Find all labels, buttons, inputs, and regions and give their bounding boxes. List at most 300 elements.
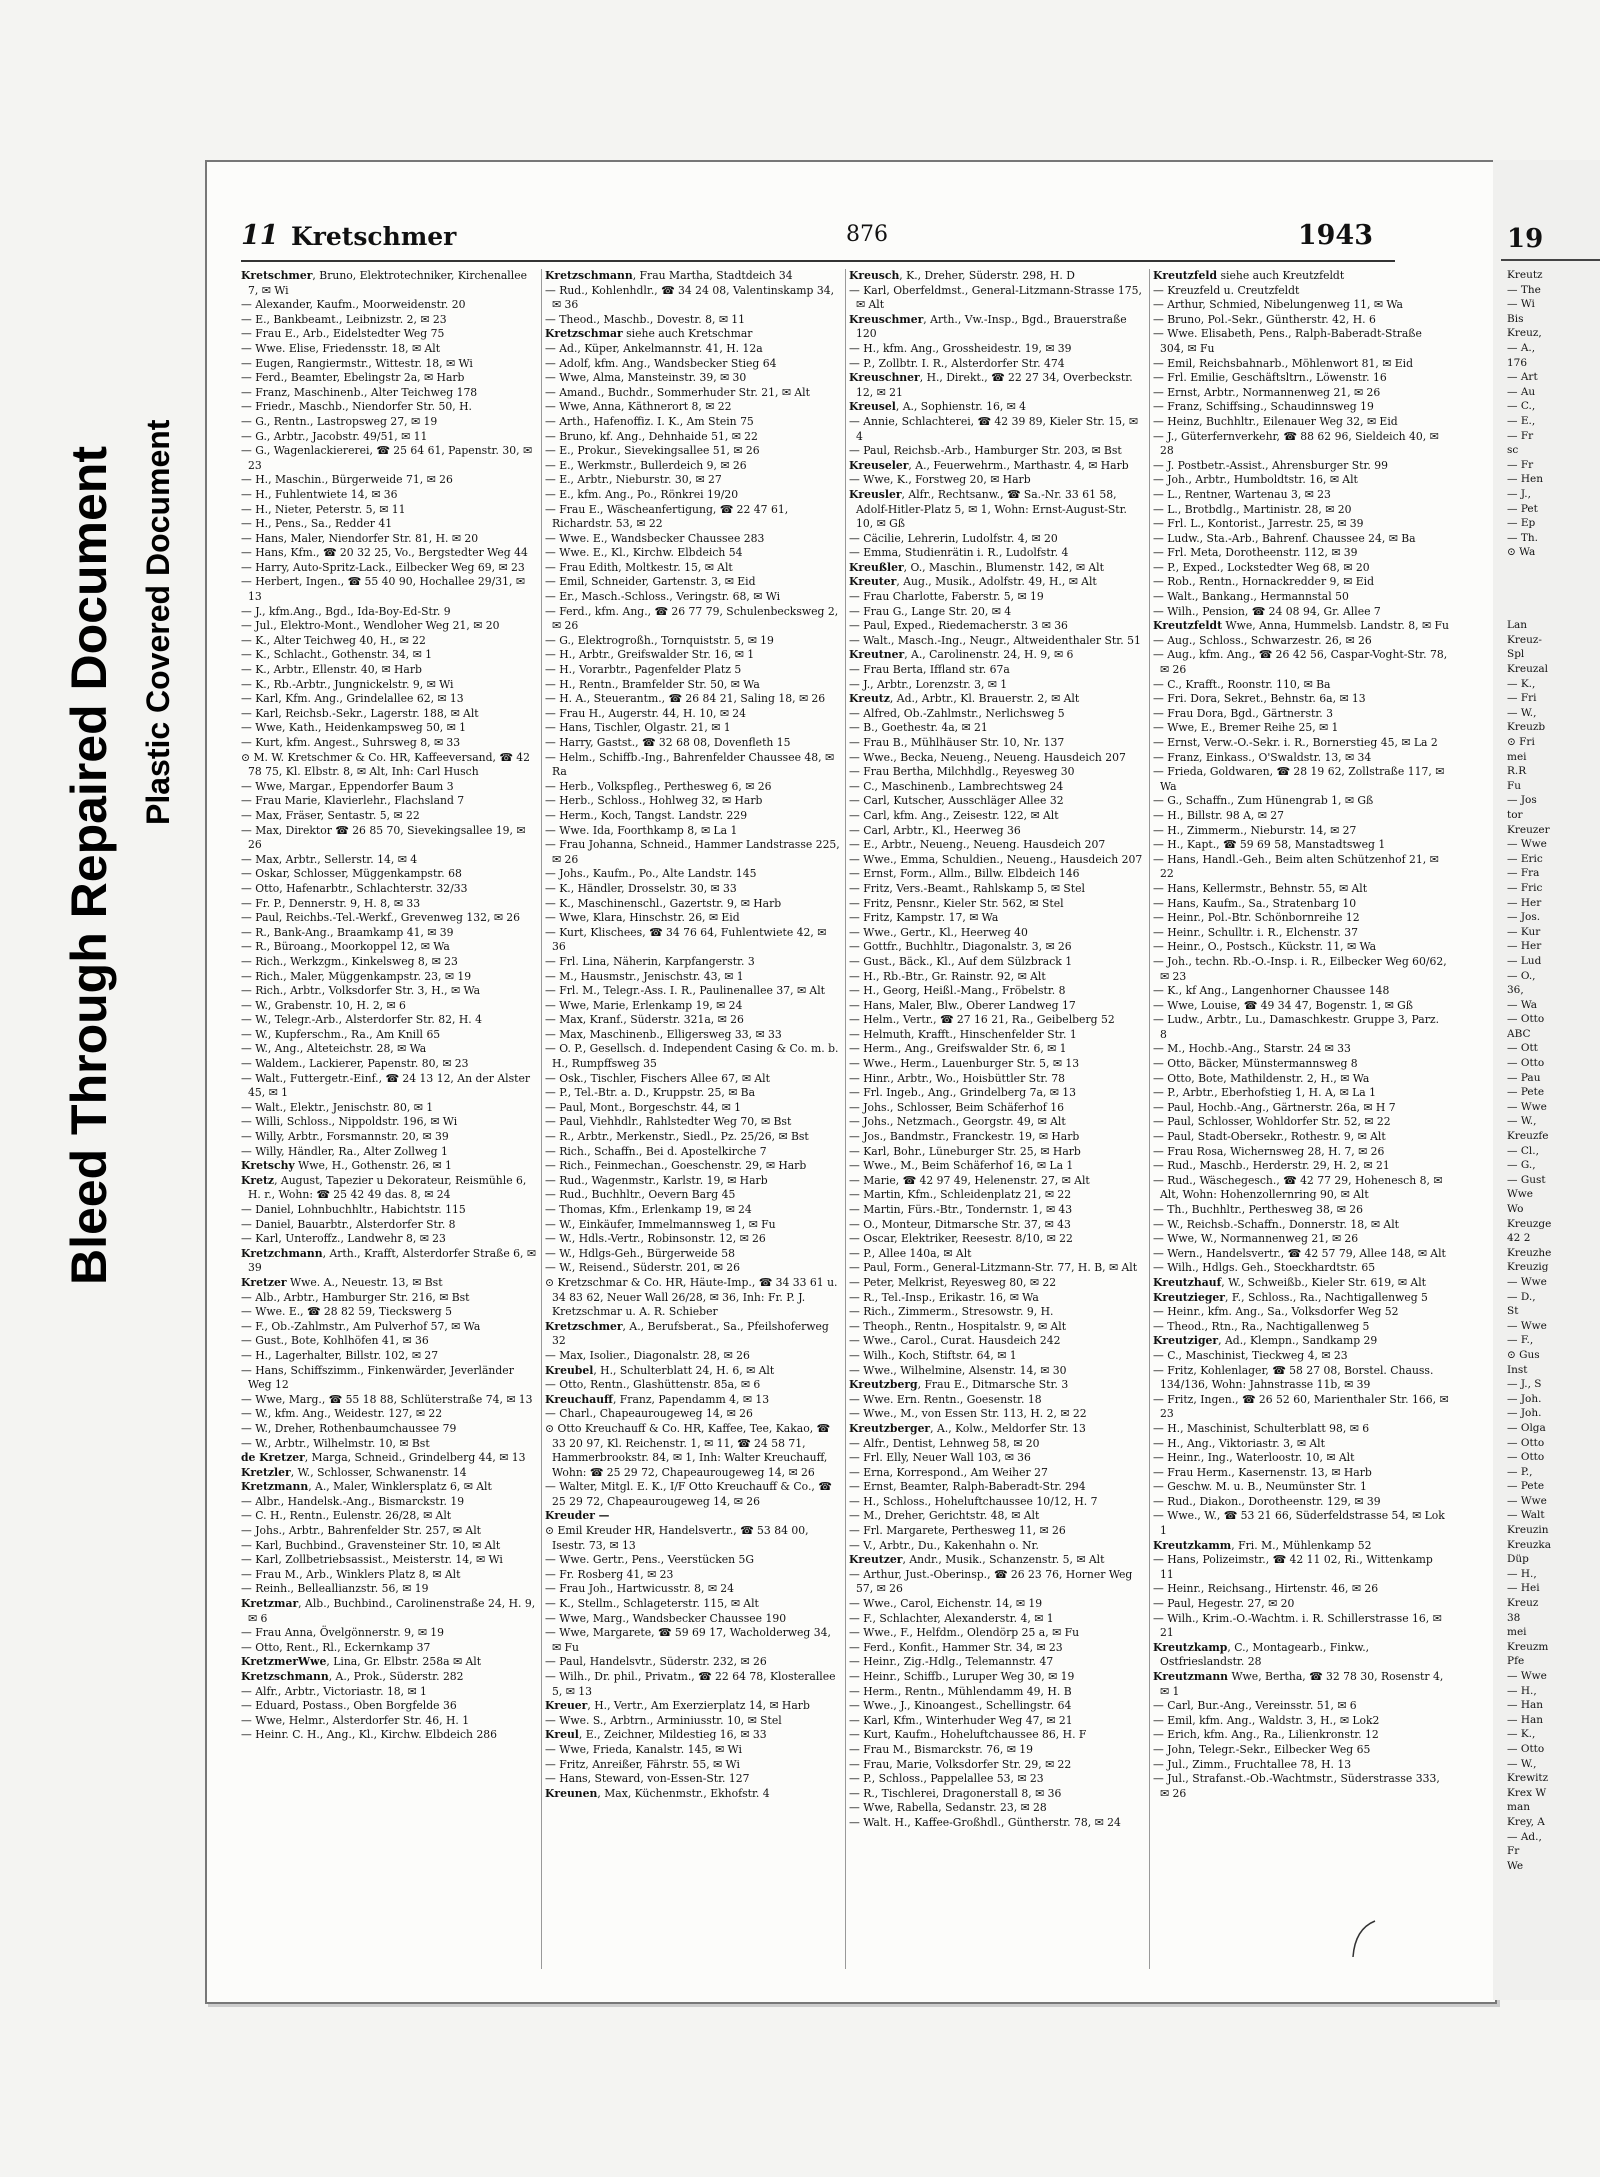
page-keyword: Kretschmer — [291, 222, 457, 251]
directory-entry: — Wwe. Ida, Foorthkamp 8, ✉ La 1 — [545, 823, 738, 837]
directory-entry: — H., Ang., Viktoriastr. 3, ✉ Alt — [1153, 1436, 1325, 1450]
directory-entry: — Joh., Arbtr., Humboldtstr. 16, ✉ Alt — [1153, 473, 1358, 487]
adjacent-entry-fragment: — Fric — [1507, 881, 1543, 894]
adjacent-entry-fragment: — K., — [1507, 1728, 1536, 1741]
directory-entry: — Paul, Handelsvtr., Süderstr. 232, ✉ 26 — [545, 1655, 767, 1669]
directory-entry: — Thomas, Kfm., Erlenkamp 19, ✉ 24 — [545, 1203, 752, 1216]
directory-entry: — E., Arbtr., Nieburstr. 30, ✉ 27 — [545, 473, 722, 487]
directory-entry: — W., Hdls.-Vertr., Robinsonstr. 12, ✉ 26 — [545, 1232, 766, 1246]
directory-entry: — Heinr., Reichsang., Hirtenstr. 46, ✉ 26 — [1153, 1582, 1379, 1596]
directory-entry: — Wwe, Klara, Hinschstr. 26, ✉ Eid — [545, 911, 740, 925]
directory-entry: — Franz, Maschinenb., Alter Teichweg 178 — [241, 385, 478, 399]
directory-entry: — Karl, Kfm. Ang., Grindelallee 62, ✉ 13 — [241, 692, 464, 706]
directory-entry: — Fritz, Pensnr., Kieler Str. 562, ✉ Stel — [849, 896, 1064, 910]
directory-entry: — Rud., Diakon., Dorotheenstr. 129, ✉ 39 — [1153, 1494, 1381, 1508]
adjacent-entry-fragment: — Art — [1507, 371, 1538, 384]
directory-entry: — Wwe, Marie, Erlenkamp 19, ✉ 24 — [545, 998, 743, 1012]
directory-entry: Kretzchmann, Arth., Krafft, Alsterdorfer Straße 6, ✉ 39 — [241, 1246, 536, 1275]
adjacent-entry-fragment: — Wwe — [1507, 838, 1547, 851]
directory-entry: — Karl, Zollbetriebsassist., Meisterstr. 14, ✉ Wi — [241, 1553, 503, 1567]
directory-entry: — Johs., Netzmach., Georgstr. 49, ✉ Alt — [849, 1115, 1066, 1129]
directory-entry: — Rich., Zimmerm., Stresowstr. 9, H. — [849, 1305, 1054, 1319]
adjacent-entry-fragment: — J., S — [1507, 1378, 1542, 1391]
directory-entry: — B., Goethestr. 4a, ✉ 21 — [849, 721, 988, 735]
directory-entry: — Heinr., Schiffb., Luruper Weg 30, ✉ 19 — [849, 1670, 1075, 1683]
adjacent-entry-fragment — [1507, 574, 1600, 589]
adjacent-entry-fragment — [1507, 560, 1600, 575]
directory-entry: — Walter, Mitgl. E. K., I/F Otto Kreuchauff & Co., ☎ 25 29 72, Chapeaurougeweg 14, ✉ 26 — [545, 1480, 832, 1508]
directory-entry: — V., Arbtr., Du., Kakenhahn o. Nr. — [849, 1538, 1039, 1552]
adjacent-entry-fragment: — Joh. — [1507, 1407, 1542, 1420]
directory-entry: — G., Wagenlackiererei, ☎ 25 64 61, Papenstr. 30, ✉ 23 — [241, 444, 533, 472]
directory-entry: — Wilh., Koch, Stiftstr. 64, ✉ 1 — [849, 1348, 1017, 1362]
adjacent-entry-fragment: ABC — [1507, 1027, 1531, 1040]
adjacent-entry-fragment: Spl — [1507, 648, 1525, 661]
directory-entry: — R., Arbtr., Merkenstr., Siedl., Pz. 25/26, ✉ Bst — [545, 1130, 809, 1144]
directory-entry: — Wwe., Carol, Eichenstr. 14, ✉ 19 — [849, 1597, 1043, 1611]
adjacent-entry-fragment: We — [1507, 1859, 1524, 1872]
directory-entry: — Paul, Reichsb.-Arb., Hamburger Str. 203, ✉ Bst — [849, 444, 1122, 458]
sidebar-label-plastic-covered: Plastic Covered Document — [140, 419, 176, 825]
directory-entry: — Otto, Rent., Rl., Eckernkamp 37 — [241, 1640, 431, 1654]
adjacent-entry-fragment: R.R — [1507, 765, 1527, 778]
directory-entry: — Wwe, Kath., Heidenkampsweg 50, ✉ 1 — [241, 721, 467, 735]
adjacent-entry-fragment: — Th. — [1507, 531, 1538, 544]
directory-entry: — O., Monteur, Ditmarsche Str. 37, ✉ 43 — [849, 1217, 1071, 1231]
directory-entry: — Frau Bertha, Milchhdlg., Reyesweg 30 — [849, 765, 1075, 779]
directory-entry: — Heinr., O., Postsch., Kückstr. 11, ✉ Wa — [1153, 940, 1377, 954]
directory-entry: — Hinr., Arbtr., Wo., Hoisbüttler Str. 78 — [849, 1071, 1065, 1085]
adjacent-entry-fragment: — K., — [1507, 677, 1536, 690]
directory-entry: — Wilh., Hdlgs. Geh., Stoeckhardtstr. 65 — [1153, 1261, 1376, 1275]
adjacent-entry-fragment: — F., — [1507, 1334, 1534, 1347]
directory-entry: — Paul, Exped., Riedemacherstr. 3 ✉ 36 — [849, 619, 1068, 633]
directory-entry: — Frau M., Bismarckstr. 76, ✉ 19 — [849, 1742, 1033, 1756]
directory-entry: — Arthur, Schmied, Nibelungenweg 11, ✉ Wa — [1153, 298, 1403, 312]
directory-entry: — Paul, Hegestr. 27, ✉ 20 — [1153, 1597, 1295, 1611]
directory-column-1 — [241, 269, 537, 1969]
adjacent-entry-fragment: — Fri — [1507, 692, 1537, 705]
directory-entry: Kreusler, Alfr., Rechtsanw., ☎ Sa.-Nr. 33 61 58, Adolf-Hitler-Platz 5, ✉ 1, Wohn: Ernst-August-Str. 10, ✉ Gß — [849, 487, 1127, 531]
directory-entry: — Wwe. E., ☎ 28 82 59, Tieckswerg 5 — [241, 1305, 453, 1319]
directory-entry: — P., Allee 140a, ✉ Alt — [849, 1246, 972, 1260]
adjacent-entry-fragment: — Pet — [1507, 502, 1538, 515]
adjacent-entry-fragment: — Fr — [1507, 458, 1534, 471]
adjacent-entry-fragment: — G., — [1507, 1159, 1536, 1172]
adjacent-entry-fragment — [1507, 589, 1600, 604]
directory-entry: — G., Schaffn., Zum Hünengrab 1, ✉ Gß — [1153, 794, 1374, 808]
directory-entry: — H., Vorarbtr., Pagenfelder Platz 5 — [545, 663, 742, 677]
adjacent-entry-fragment: Kreutz — [1507, 269, 1543, 281]
directory-entry: — Geschw. M. u. B., Neumünster Str. 1 — [1153, 1480, 1367, 1494]
adjacent-entry-fragment: — Eric — [1507, 852, 1543, 865]
directory-entry: — Wilh., Pension, ☎ 24 08 94, Gr. Allee 7 — [1153, 604, 1381, 618]
directory-entry: — H., Rentn., Bramfelder Str. 50, ✉ Wa — [545, 677, 760, 691]
directory-column-3 — [849, 269, 1145, 1969]
directory-entry: — Eduard, Postass., Oben Borgfelde 36 — [241, 1699, 457, 1713]
directory-entry: — Frau E., Arb., Eidelstedter Weg 75 — [241, 327, 445, 341]
directory-entry: — Wwe., Herm., Lauenburger Str. 5, ✉ 13 — [849, 1057, 1080, 1071]
directory-entry: Kreubel, H., Schulterblatt 24, H. 6, ✉ Alt — [545, 1363, 775, 1377]
adjacent-entry-fragment: Fu — [1507, 779, 1522, 792]
directory-entry: — Eugen, Rangiermstr., Wittestr. 18, ✉ Wi — [241, 356, 473, 370]
directory-entry: — W., Reisend., Süderstr. 201, ✉ 26 — [545, 1261, 741, 1275]
directory-entry: — Wwe, W., Normannenweg 21, ✉ 26 — [1153, 1232, 1359, 1246]
directory-entry: — Ernst, Beamter, Ralph-Baberadt-Str. 294 — [849, 1480, 1086, 1494]
directory-entry: — Aug., Schloss., Schwarzestr. 26, ✉ 26 — [1153, 633, 1372, 647]
page-header — [241, 220, 1395, 256]
directory-entry: — H., Fuhlentwiete 14, ✉ 36 — [241, 487, 398, 501]
directory-entry: — Frau Joh., Hartwicusstr. 8, ✉ 24 — [545, 1582, 735, 1596]
directory-entry: — Rich., Maler, Müggenkampstr. 23, ✉ 19 — [241, 969, 472, 983]
directory-entry: Kreusch, K., Dreher, Süderstr. 298, H. D — [849, 269, 1075, 282]
directory-entry: Kreutner, A., Carolinenstr. 24, H. 9, ✉ 6 — [849, 648, 1074, 662]
adjacent-entry-fragment: Kreuz — [1507, 1597, 1539, 1610]
directory-entry: Kretzer Wwe. A., Neuestr. 13, ✉ Bst — [241, 1275, 443, 1289]
directory-entry: — W., kfm. Ang., Weidestr. 127, ✉ 22 — [241, 1407, 443, 1421]
adjacent-entry-fragment: ⊙ Wa — [1507, 546, 1536, 559]
directory-entry: — Rich., Werkzgm., Kinkelsweg 8, ✉ 23 — [241, 954, 458, 968]
adjacent-entry-fragment: — Wi — [1507, 298, 1535, 311]
directory-entry: — Amand., Buchdr., Sommerhuder Str. 21, ✉ Alt — [545, 385, 810, 399]
directory-entry: — H., kfm. Ang., Grossheidestr. 19, ✉ 39 — [849, 341, 1072, 355]
adjacent-entry-fragment: Kreuzka — [1507, 1538, 1551, 1551]
directory-entry: Kretzschmar siehe auch Kretschmar — [545, 327, 753, 341]
directory-entry: — Frau Marie, Klavierlehr., Flachsland 7 — [241, 794, 465, 808]
directory-entry: Kreuchauff, Franz, Papendamm 4, ✉ 13 — [545, 1392, 770, 1406]
adjacent-entry-fragment: — Pete — [1507, 1086, 1545, 1099]
directory-entry: — H., Schloss., Hoheluftchaussee 10/12, H. 7 — [849, 1494, 1098, 1508]
adjacent-entry-fragment: — Otto — [1507, 1013, 1545, 1026]
directory-entry: — Wwe, Marg., Wandsbecker Chaussee 190 — [545, 1611, 787, 1625]
directory-entry: — Martin, Fürs.-Btr., Tondernstr. 1, ✉ 43 — [849, 1203, 1073, 1216]
directory-entry: — Rich., Arbtr., Volksdorfer Str. 3, H., ✉ Wa — [241, 984, 481, 998]
directory-entry: — Bruno, Pol.-Sekr., Güntherstr. 42, H. 6 — [1153, 312, 1376, 326]
directory-entry: — Arth., Hafenoffiz. I. K., Am Stein 75 — [545, 414, 754, 428]
directory-entry: — Helm., Vertr., ☎ 27 16 21, Ra., Geibelberg 52 — [849, 1013, 1115, 1027]
directory-entry: — Frau Charlotte, Faberstr. 5, ✉ 19 — [849, 590, 1044, 604]
adjacent-entry-fragment: Inst — [1507, 1363, 1528, 1376]
directory-entry: — H., Pens., Sa., Redder 41 — [241, 517, 393, 531]
directory-entry: — Max, Fräser, Sentastr. 5, ✉ 22 — [241, 808, 420, 822]
directory-entry: — Aug., kfm. Ang., ☎ 26 42 56, Caspar-Voght-Str. 78, ✉ 26 — [1153, 648, 1448, 677]
directory-entry: — Wwe, Margarete, ☎ 59 69 17, Wacholderweg 34, ✉ Fu — [545, 1626, 831, 1654]
adjacent-entry-fragment: — Cl., — [1507, 1144, 1539, 1157]
directory-entry: — Heinr., kfm. Ang., Sa., Volksdorfer Weg 52 — [1153, 1305, 1399, 1319]
directory-entry: — Wwe. Elise, Friedensstr. 18, ✉ Alt — [241, 341, 441, 355]
adjacent-entry-fragment: 176 — [1507, 356, 1528, 369]
directory-entry: — Heinr., Schulltr. i. R., Elchenstr. 37 — [1153, 925, 1359, 939]
directory-entry: — W., Hdlgs-Geh., Bürgerweide 58 — [545, 1246, 735, 1260]
directory-entry: — Hans, Polizeimstr., ☎ 42 11 02, Ri., Wittenkamp 11 — [1153, 1553, 1433, 1581]
directory-column-4 — [1153, 269, 1449, 1969]
directory-entry: — John, Telegr.-Sekr., Eilbecker Weg 65 — [1153, 1742, 1371, 1756]
directory-entry: — Fritz, Kohlenlager, ☎ 58 27 08, Borstel. Chauss. 134/136, Wohn: Jahnstrasse 11b, ✉ 39 — [1153, 1363, 1434, 1392]
directory-entry: — Frau Edith, Moltkestr. 15, ✉ Alt — [545, 560, 733, 574]
directory-entry: Kreutzieger, F., Schloss., Ra., Nachtigallenweg 5 — [1153, 1290, 1428, 1304]
directory-entry: — Hans, Tischler, Olgastr. 21, ✉ 1 — [545, 721, 731, 735]
adjacent-entry-fragment: — H., — [1507, 1684, 1537, 1697]
directory-entry: — Walt. H., Kaffee-Großhdl., Güntherstr. 78, ✉ 24 — [849, 1815, 1121, 1829]
directory-entry: — Emil, Reichsbahnarb., Möhlenwort 81, ✉ Eid — [1153, 356, 1414, 370]
adjacent-year-fragment: 19 — [1507, 224, 1544, 254]
directory-entry: — W., Kupferschm., Ra., Am Knill 65 — [241, 1027, 441, 1041]
directory-entry: — Ernst, Arbtr., Normannenweg 21, ✉ 26 — [1153, 385, 1381, 399]
directory-entry: Kreutziger, Ad., Klempn., Sandkamp 29 — [1153, 1334, 1378, 1348]
adjacent-entry-fragment: — P., — [1507, 1465, 1533, 1478]
directory-entry: — Fr. Rosberg 41, ✉ 23 — [545, 1567, 674, 1581]
directory-entry: — Paul, Viehhdlr., Rahlstedter Weg 70, ✉ Bst — [545, 1115, 792, 1129]
directory-entry: Kretzmann, A., Maler, Winklersplatz 6, ✉ Alt — [241, 1480, 492, 1494]
directory-entry: — Frau G., Lange Str. 20, ✉ 4 — [849, 604, 1012, 618]
directory-entry: — Wwe, K., Forstweg 20, ✉ Harb — [849, 473, 1031, 487]
directory-entry: — E., Bankbeamt., Leibnizstr. 2, ✉ 23 — [241, 312, 447, 326]
directory-entry: — Harry, Gastst., ☎ 32 68 08, Dovenfleth 15 — [545, 736, 791, 749]
directory-entry: — W., Reichsb.-Schaffn., Donnerstr. 18, ✉ Alt — [1153, 1217, 1399, 1231]
directory-entry: — Paul, Hochb.-Ang., Gärtnerstr. 26a, ✉ H 7 — [1153, 1100, 1396, 1114]
directory-entry: — Adolf, kfm. Ang., Wandsbecker Stieg 64 — [545, 356, 777, 370]
directory-year: 1943 — [1297, 220, 1373, 251]
adjacent-entry-fragment: — Pau — [1507, 1071, 1541, 1084]
directory-entry: Kreul, E., Zeichner, Mildestieg 16, ✉ 33 — [545, 1728, 767, 1742]
folio-number: 11 — [241, 220, 279, 251]
directory-entry: Kreuschner, H., Direkt., ☎ 22 27 34, Overbeckstr. 12, ✉ 21 — [849, 371, 1133, 399]
adjacent-entry-fragment: — Walt — [1507, 1509, 1545, 1522]
directory-entry: — Frl. Emilie, Geschäftsltrn., Löwenstr. 16 — [1153, 371, 1387, 385]
directory-entry: — R., Tischlerei, Dragonerstall 8, ✉ 36 — [849, 1786, 1062, 1800]
directory-entry: — L., Brotbdlg., Martinistr. 28, ✉ 20 — [1153, 502, 1352, 516]
directory-entry: — P., Zollbtr. I. R., Alsterdorfer Str. 474 — [849, 356, 1065, 370]
directory-entry: — Charl., Chapeaurougeweg 14, ✉ 26 — [545, 1407, 753, 1421]
directory-entry: — Walt., Futtergetr.-Einf., ☎ 24 13 12, An der Alster 45, ✉ 1 — [241, 1071, 531, 1100]
directory-entry: — Johs., Schlosser, Beim Schäferhof 16 — [849, 1100, 1064, 1114]
adjacent-entry-fragment: tor — [1507, 808, 1523, 821]
directory-entry: — Fr. P., Dennerstr. 9, H. 8, ✉ 33 — [241, 896, 421, 910]
directory-entry: — Erich, kfm. Ang., Ra., Lilienkronstr. 12 — [1153, 1728, 1379, 1742]
directory-entry: — H., Kapt., ☎ 59 69 58, Manstadtsweg 1 — [1153, 838, 1386, 852]
directory-entry: — Frl. Meta, Dorotheenstr. 112, ✉ 39 — [1153, 546, 1358, 560]
directory-entry: — Emil, Schneider, Gartenstr. 3, ✉ Eid — [545, 575, 756, 589]
directory-entry: — K., Schlacht., Gothenstr. 34, ✉ 1 — [241, 648, 432, 662]
directory-entry: — Ferd., Konfit., Hammer Str. 34, ✉ 23 — [849, 1640, 1063, 1654]
directory-entry: Kretzler, W., Schlosser, Schwanenstr. 14 — [241, 1465, 467, 1479]
sidebar-label-bleed-through: Bleed Through Repaired Document — [61, 446, 117, 1285]
directory-entry: — J., Güterfernverkehr, ☎ 88 62 96, Sieldeich 40, ✉ 28 — [1153, 429, 1439, 458]
adjacent-entry-fragment: — Ep — [1507, 517, 1536, 530]
adjacent-entry-fragment: Wo — [1507, 1203, 1524, 1215]
directory-entry: — K., Stellm., Schlageterstr. 115, ✉ Alt — [545, 1597, 759, 1611]
adjacent-entry-fragment: — Wwe — [1507, 1494, 1547, 1507]
directory-entry: — Frl. Ingeb., Ang., Grindelberg 7a, ✉ 13 — [849, 1086, 1077, 1100]
directory-entry: — Otto, Bote, Mathildenstr. 2, H., ✉ Wa — [1153, 1071, 1370, 1085]
directory-entry: — Arthur, Just.-Oberinsp., ☎ 26 23 76, Horner Weg 57, ✉ 26 — [849, 1567, 1133, 1596]
adjacent-entry-fragment: — Pete — [1507, 1480, 1545, 1493]
directory-entry: — K., Rb.-Arbtr., Jungnickelstr. 9, ✉ Wi — [241, 677, 454, 691]
directory-entry: Kreutzkamm, Fri. M., Mühlenkamp 52 — [1153, 1538, 1372, 1552]
adjacent-entry-fragment: — Fra — [1507, 867, 1540, 880]
directory-entry: — H., Georg, Heißl.-Mang., Fröbelstr. 8 — [849, 984, 1066, 998]
directory-entry: — W., Ang., Alteteichstr. 28, ✉ Wa — [241, 1042, 427, 1056]
directory-entry: — Bruno, kf. Ang., Dehnhaide 51, ✉ 22 — [545, 429, 758, 443]
directory-entry: — J., Arbtr., Lorenzstr. 3, ✉ 1 — [849, 677, 1008, 691]
directory-entry: — Herbert, Ingen., ☎ 55 40 90, Hochallee 29/31, ✉ 13 — [241, 575, 525, 604]
directory-entry: — Hans, Kellermstr., Behnstr. 55, ✉ Alt — [1153, 881, 1368, 895]
directory-entry: — Frau Dora, Bgd., Gärtnerstr. 3 — [1153, 706, 1334, 720]
directory-entry: — Wwe. Elisabeth, Pens., Ralph-Baberadt-Straße 304, ✉ Fu — [1153, 327, 1422, 355]
adjacent-entry-fragment: — Her — [1507, 940, 1542, 953]
directory-entry: — Hans, Maler, Niendorfer Str. 81, H. ✉ 20 — [241, 531, 479, 545]
directory-entry: — Frau Herm., Kasernenstr. 13, ✉ Harb — [1153, 1465, 1372, 1479]
directory-entry: — Rud., Kohlenhdlr., ☎ 34 24 08, Valentinskamp 34, ✉ 36 — [545, 283, 835, 312]
adjacent-entry-fragment: Kreuz, — [1507, 327, 1542, 340]
adjacent-entry-fragment: — Kur — [1507, 925, 1541, 938]
directory-entry: — Fritz, Vers.-Beamt., Rahlskamp 5, ✉ Stel — [849, 881, 1085, 895]
directory-entry: — Jos., Bandmstr., Franckestr. 19, ✉ Harb — [849, 1130, 1080, 1144]
directory-entry: — H., Lagerhalter, Billstr. 102, ✉ 27 — [241, 1348, 439, 1362]
adjacent-entry-fragment: — E., — [1507, 414, 1536, 427]
adjacent-entry-fragment: — Otto — [1507, 1742, 1545, 1755]
directory-entry: — P., Tel.-Btr. a. D., Kruppstr. 25, ✉ Ba — [545, 1086, 756, 1100]
directory-entry: KretzmerWwe, Lina, Gr. Elbstr. 258a ✉ Alt — [241, 1655, 482, 1669]
directory-entry: — Theod., Rtn., Ra., Nachtigallenweg 5 — [1153, 1319, 1370, 1333]
directory-entry: — Frau, Marie, Volksdorfer Str. 29, ✉ 22 — [849, 1757, 1072, 1771]
directory-entry: — Jul., Zimm., Fruchtallee 78, H. 13 — [1153, 1757, 1352, 1771]
directory-entry: — Carl, Kutscher, Ausschläger Allee 32 — [849, 794, 1064, 808]
directory-entry: — Joh., techn. Rb.-O.-Insp. i. R., Eilbecker Weg 60/62, ✉ 23 — [1153, 954, 1447, 983]
directory-entry: — Friedr., Maschb., Niendorfer Str. 50, H. — [241, 400, 472, 414]
directory-entry: — Harry, Auto-Spritz-Lack., Eilbecker Weg 69, ✉ 23 — [241, 560, 525, 574]
directory-entry: — Ernst, Verw.-O.-Sekr. i. R., Bornerstieg 45, ✉ La 2 — [1153, 736, 1438, 749]
adjacent-entry-fragment: Pfe — [1507, 1655, 1525, 1668]
directory-entry: — Rich., Feinmechan., Goeschenstr. 29, ✉ Harb — [545, 1159, 807, 1173]
directory-entry: — Wern., Handelsvertr., ☎ 42 57 79, Allee 148, ✉ Alt — [1153, 1246, 1446, 1260]
directory-entry: — Wwe. E., Kl., Kirchw. Elbdeich 54 — [545, 546, 743, 560]
directory-entry: — Willy, Arbtr., Forsmannstr. 20, ✉ 39 — [241, 1130, 449, 1144]
directory-entry: — Er., Masch.-Schloss., Veringstr. 68, ✉ Wi — [545, 590, 781, 604]
directory-entry: — Hans, Maler, Blw., Oberer Landweg 17 — [849, 998, 1076, 1012]
adjacent-entry-fragment: 42 2 — [1507, 1232, 1531, 1245]
directory-entry: — Hans, Schiffszimm., Finkenwärder, Jeverländer Weg 12 — [241, 1363, 514, 1392]
adjacent-entry-fragment: Krewitz — [1507, 1772, 1549, 1785]
directory-entry: — Willi, Schloss., Nippoldstr. 196, ✉ Wi — [241, 1115, 458, 1129]
directory-entry: — Max, Direktor ☎ 26 85 70, Sievekingsallee 19, ✉ 26 — [241, 823, 526, 852]
adjacent-entry-fragment: man — [1507, 1801, 1530, 1814]
directory-entry: — Paul, Reichbs.-Tel.-Werkf., Grevenweg 132, ✉ 26 — [241, 911, 521, 925]
directory-entry: — Fritz, Kampstr. 17, ✉ Wa — [849, 911, 999, 925]
directory-entry: — Cäcilie, Lehrerin, Ludolfstr. 4, ✉ 20 — [849, 531, 1058, 545]
directory-entry: — Wwe, Anna, Käthnerort 8, ✉ 22 — [545, 400, 732, 414]
directory-entry: — Ad., Küper, Ankelmannstr. 41, H. 12a — [545, 341, 763, 355]
directory-entry: — P., Exped., Lockstedter Weg 68, ✉ 20 — [1153, 560, 1370, 574]
directory-entry: — Albr., Handelsk.-Ang., Bismarckstr. 19 — [241, 1494, 465, 1508]
directory-entry: — Hans, Kaufm., Sa., Stratenbarg 10 — [1153, 896, 1357, 910]
adjacent-entry-fragment: — W., — [1507, 1115, 1537, 1128]
directory-entry: — W., Grabenstr. 10, H. 2, ✉ 6 — [241, 998, 406, 1012]
directory-entry: — G., Rentn., Lastropsweg 27, ✉ 19 — [241, 414, 438, 428]
directory-entry: — R., Büroang., Moorkoppel 12, ✉ Wa — [241, 940, 450, 954]
directory-entry: — C., Maschinist, Tieckweg 4, ✉ 23 — [1153, 1348, 1348, 1362]
directory-entry: — Max, Isolier., Diagonalstr. 28, ✉ 26 — [545, 1348, 750, 1362]
directory-entry: — Gottfr., Buchhltr., Diagonalstr. 3, ✉ 26 — [849, 940, 1072, 954]
adjacent-entry-fragment: Kreuzal — [1507, 663, 1548, 676]
directory-entry: — Max, Arbtr., Sellerstr. 14, ✉ 4 — [241, 852, 418, 866]
directory-entry: — Johs., Arbtr., Bahrenfelder Str. 257, ✉ Alt — [241, 1524, 482, 1538]
directory-entry: — Kurt, kfm. Angest., Suhrsweg 8, ✉ 33 — [241, 736, 461, 749]
directory-entry: — Wwe., M., Beim Schäferhof 16, ✉ La 1 — [849, 1159, 1074, 1173]
directory-entry: — Frau M., Arb., Winklers Platz 8, ✉ Alt — [241, 1567, 461, 1581]
adjacent-entry-fragment: sc — [1507, 444, 1519, 457]
directory-entry: — Wwe, Margar., Eppendorfer Baum 3 — [241, 779, 454, 793]
directory-entry: — Max, Kranf., Süderstr. 321a, ✉ 26 — [545, 1013, 744, 1027]
directory-entry: — Erna, Korrespond., Am Weiher 27 — [849, 1465, 1048, 1479]
directory-entry: — Heinr. C. H., Ang., Kl., Kirchw. Elbdeich 286 — [241, 1728, 498, 1742]
adjacent-entry-fragment: — Her — [1507, 896, 1542, 909]
adjacent-entry-fragment: Bis — [1507, 312, 1524, 325]
directory-entry: Kreutzkamp, C., Montagearb., Finkw., Ostfrieslandstr. 28 — [1153, 1640, 1370, 1669]
directory-entry: — Heinr., Ing., Waterloostr. 10, ✉ Alt — [1153, 1451, 1355, 1465]
directory-entry: — Wwe., M., von Essen Str. 113, H. 2, ✉ 22 — [849, 1407, 1087, 1421]
adjacent-entry-fragment: — Otto — [1507, 1057, 1545, 1070]
adjacent-entry-fragment: — Au — [1507, 385, 1536, 398]
adjacent-entry-fragment: Kreuzfe — [1507, 1130, 1549, 1143]
directory-entry: Kreutzfeldt Wwe, Anna, Hummelsb. Landstr. 8, ✉ Fu — [1153, 619, 1449, 633]
directory-entry: — Wwe. Gertr., Pens., Veerstücken 5G — [545, 1553, 755, 1567]
adjacent-entry-fragment: — O., — [1507, 969, 1536, 982]
adjacent-entry-fragment: — Otto — [1507, 1451, 1545, 1464]
directory-entry: — F., Schlachter, Alexanderstr. 4, ✉ 1 — [849, 1611, 1054, 1625]
directory-entry: — L., Rentner, Wartenau 3, ✉ 23 — [1153, 487, 1331, 501]
directory-entry: — Waldem., Lackierer, Papenstr. 80, ✉ 23 — [241, 1057, 469, 1071]
directory-entry: — Wwe, Alma, Mansteinstr. 39, ✉ 30 — [545, 371, 747, 385]
directory-entry: Kretzschmer, A., Berufsberat., Sa., Pfeilshoferweg 32 — [545, 1319, 829, 1348]
directory-entry: — Daniel, Lohnbuchhltr., Habichtstr. 115 — [241, 1203, 466, 1216]
adjacent-entry-fragment: — Olga — [1507, 1421, 1546, 1434]
directory-entry: Kreunen, Max, Küchenmstr., Ekhofstr. 4 — [545, 1786, 770, 1800]
directory-entry: — Ludw., Arbtr., Lu., Damaschkestr. Gruppe 3, Parz. 8 — [1153, 1013, 1439, 1041]
directory-entry: — Emma, Studienrätin i. R., Ludolfstr. 4 — [849, 546, 1069, 560]
directory-entry: Kreuter, Aug., Musik., Adolfstr. 49, H., ✉ Alt — [849, 575, 1097, 589]
directory-entry: — Herb., Volkspfleg., Perthesweg 6, ✉ 26 — [545, 779, 772, 793]
directory-entry: Kreuschmer, Arth., Vw.-Insp., Bgd., Brauerstraße 120 — [849, 312, 1127, 341]
directory-entry: — Th., Buchhltr., Perthesweg 38, ✉ 26 — [1153, 1203, 1363, 1216]
directory-entry: Kreusel, A., Sophienstr. 16, ✉ 4 — [849, 400, 1027, 414]
column-divider — [845, 269, 846, 1969]
directory-entry: — Kurt, Kaufm., Hoheluftchaussee 86, H. F — [849, 1728, 1087, 1742]
directory-entry: — Frl. Lina, Näherin, Karpfangerstr. 3 — [545, 954, 755, 968]
directory-entry: — Theod., Maschb., Dovestr. 8, ✉ 11 — [545, 312, 746, 326]
adjacent-entry-fragment: Kreuzb — [1507, 721, 1546, 734]
adjacent-entry-fragment: — Wwe — [1507, 1100, 1547, 1113]
directory-entry: — Walt., Bankang., Hermannstal 50 — [1153, 590, 1349, 604]
directory-entry: — Otto, Hafenarbtr., Schlachterstr. 32/33 — [241, 881, 468, 895]
directory-entry: — Ernst, Form., Allm., Billw. Elbdeich 146 — [849, 867, 1080, 881]
directory-entry: — Frl. Elly, Neuer Wall 103, ✉ 36 — [849, 1451, 1031, 1465]
page-curl-mark — [1347, 1919, 1377, 1959]
adjacent-entry-fragment: — W., — [1507, 1757, 1537, 1770]
directory-entry: — M., Hochb.-Ang., Starstr. 24 ✉ 33 — [1153, 1042, 1351, 1056]
directory-entry: — Franz, Schiffsing., Schaudinnsweg 19 — [1153, 400, 1374, 414]
directory-entry: — Martin, Kfm., Schleidenplatz 21, ✉ 22 — [849, 1188, 1072, 1202]
adjacent-entry-fragment: — H., — [1507, 1567, 1537, 1580]
directory-entry: — Wwe., Becka, Neueng., Neueng. Hausdeich 207 — [849, 750, 1126, 764]
directory-entry: — Hans, Kfm., ☎ 20 32 25, Vo., Bergstedter Weg 44 — [241, 546, 528, 560]
directory-entry: — H., Maschin., Bürgerweide 71, ✉ 26 — [241, 473, 453, 487]
directory-entry: — H., Zimmerm., Nieburstr. 14, ✉ 27 — [1153, 823, 1357, 837]
directory-entry: — Walt., Masch.-Ing., Neugr., Altweidenthaler Str. 51 — [849, 633, 1141, 647]
adjacent-entry-fragment: Krex W — [1507, 1786, 1547, 1799]
directory-entry: — Alfr., Arbtr., Victoriastr. 18, ✉ 1 — [241, 1684, 427, 1698]
adjacent-entry-fragment: mei — [1507, 750, 1527, 763]
